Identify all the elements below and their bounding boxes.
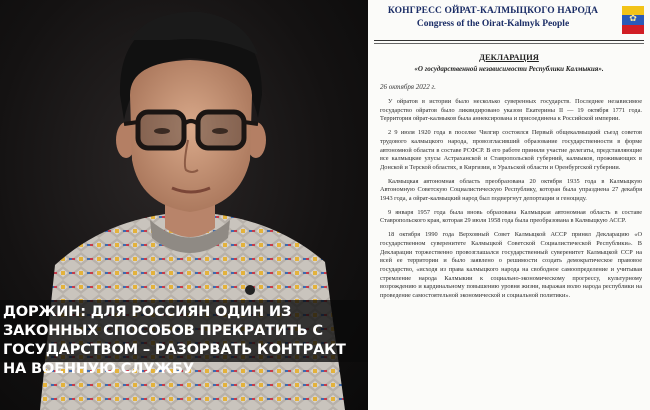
caption-text: ДОРЖИН: ДЛЯ РОССИЯН ОДИН ИЗ ЗАКОННЫХ СПОСОБОВ ПРЕКРАТИТЬ С ГОСУДАРСТВОМ – РАЗОРВАТЬ КОНТРАКТ НА ВОЕННУЮ СЛУЖБУ [3,303,346,377]
organization-name-ru: КОНГРЕСС ОЙРАТ-КАЛМЫЦКОГО НАРОДА [387,6,599,16]
document-letterhead [368,0,618,40]
declaration-document [368,0,650,410]
declaration-title: ДЕКЛАРАЦИЯ [479,52,539,62]
declaration-body [380,98,642,306]
declaration-subtitle: «О государственной независимости Республики Калмыкия». [414,65,604,73]
organization-name-en: Congress of the Oirat-Kalmyk People [416,19,570,29]
kalmyk-flag-icon: ✿ [622,6,644,34]
paragraph: 9 января 1957 года была вновь образована Калмыцкая автономная область в составе Ставропольского края, которая 29 июля 1958 года была преобразована в Калмыцкую АССР. [380,208,642,225]
letterhead-divider [374,40,644,41]
letterhead-divider-thin [374,43,644,44]
paragraph: У ойратов в истории было несколько суверенных государств. Последнее независимое государство ойратов было ликвидировано указом Екатерины II — 19 октября 1771 года. Территория ойрат-калмыков была аннексирована и присоединена к Российской империи. [380,98,642,123]
paragraph: 18 октября 1990 года Верховный Совет Калмыцкой АССР принял Декларацию «О государственном суверенитете Калмыцкой Советской Социалистической Республики». В Декларации торжественно провозглашался государственный суверенитет Калмыцкой ССР на всей ее территории и было заявлено о решимости создать демократическое правовое государство, «исходя из права калмыцкого народа на свободное самоопределение и учитывая стремление народа Калмыкии к социально-экономическому прогрессу, культурному возрождению и кардинальному повышению уровня жизни, выражая волю народа республики на проведение самостоятельной экономической и социальной политики». [380,231,642,300]
paragraph: 2 9 июля 1920 года в поселке Чилгир состоялся Первый общекалмыцкий съезд советов трудового калмыцкого народа, провозгласивший образование государственности в форме автономной области в составе РСФСР. В его работе приняли участие делегаты, представляющие все калмыцкие улусы Астраханской и Ставропольской губерний, калмыков, проживающих в Донской и Терской областях, в Киргизии, в Уральской области и Оренбургской губернии. [380,129,642,171]
paragraph: Калмыцкая автономная область преобразована 20 октября 1935 года в Калмыцкую Автономную Советскую Социалистическую Республику, которая была упразднена 27 декабря 1943 года, а ойрат-калмыцкий народ был подвергнут депортации и геноциду. [380,177,642,203]
declaration-date: 26 октября 2022 г. [380,83,436,91]
